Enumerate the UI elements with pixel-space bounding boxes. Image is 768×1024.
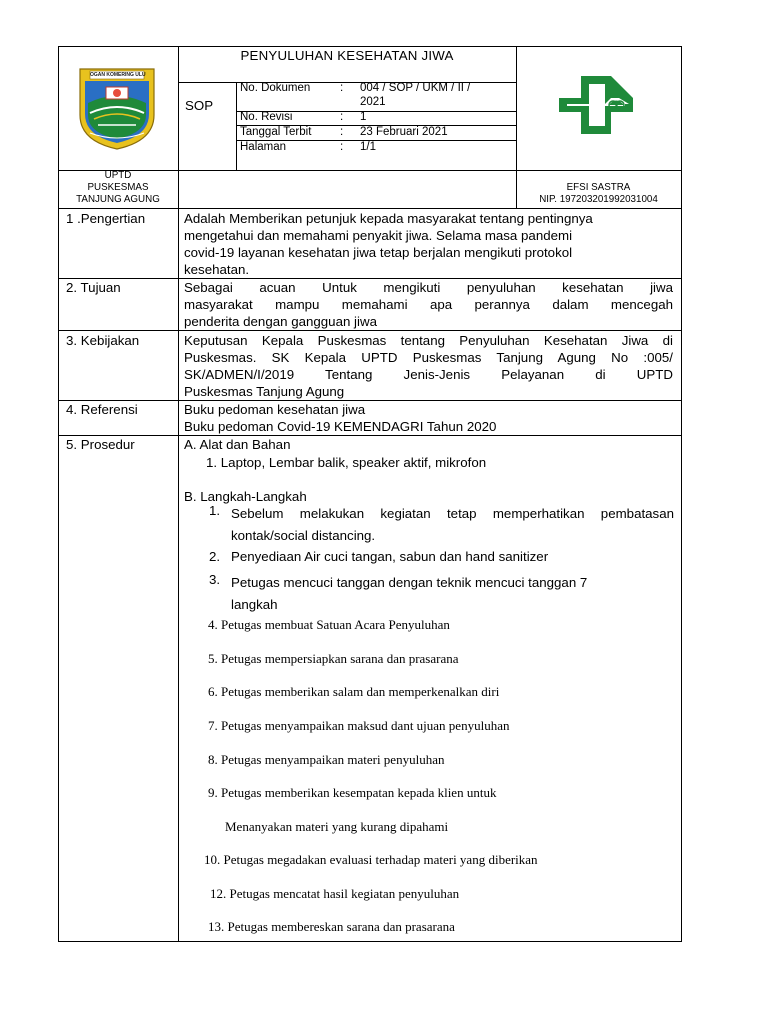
step-item: 4. Petugas membuat Satuan Acara Penyuluhan — [208, 617, 450, 632]
step-line: kontak/social distancing. — [231, 528, 376, 543]
tujuan-line: Sebagai acuan Untuk mengikuti penyuluhan kesehatan jiwa — [184, 280, 673, 295]
step-line: Petugas mencuci tanggan dengan teknik mencuci tanggan 7 — [231, 575, 588, 590]
step-item: 9. Petugas memberikan kesempatan kepada klien untuk — [208, 785, 497, 800]
signer-name: EFSI SASTRA — [566, 182, 631, 193]
referensi-line: Buku pedoman kesehatan jiwa — [184, 402, 366, 417]
kebijakan-line: Puskesmas. SK Kepala UPTD Puskesmas Tanjung Agung No :005/ — [184, 350, 673, 365]
step-line: Penyediaan Air cuci tangan, sabun dan hand sanitizer — [231, 549, 549, 564]
page-value: 1/1 — [360, 141, 376, 153]
step-text — [231, 503, 674, 547]
section-kebijakan-text — [184, 332, 673, 400]
step-line: Sebelum melakukan kegiatan tetap memperhatikan pembatasan — [231, 506, 674, 521]
step-item-continued: Menanyakan materi yang kurang dipahami — [225, 819, 449, 834]
revision-sep: : — [340, 111, 344, 123]
tujuan-line: penderita dengan gangguan jiwa — [184, 314, 377, 329]
org-line-3: TANJUNG AGUNG — [76, 194, 160, 205]
sop-label: SOP — [185, 98, 214, 113]
section-pengertian-label: 1 .Pengertian — [66, 211, 146, 226]
section-prosedur-label: 5. Prosedur — [66, 437, 135, 452]
district-emblem — [76, 63, 158, 151]
prosedur-a-title: A. Alat dan Bahan — [184, 437, 291, 452]
step-item: 13. Petugas membereskan sarana dan prasarana — [208, 919, 455, 934]
pengertian-line: kesehatan. — [184, 262, 250, 277]
step-number: 2. — [209, 549, 221, 564]
section-referensi-label: 4. Referensi — [66, 402, 138, 417]
pengertian-line: mengetahui dan memahami penyakit jiwa. Selama masa pandemi — [184, 228, 573, 243]
prosedur-a-item: 1. Laptop, Lembar balik, speaker aktif, mikrofon — [206, 455, 487, 470]
step-text — [231, 572, 674, 616]
section-pengertian-text — [184, 210, 674, 278]
step-number: 3. — [209, 572, 221, 587]
pengertian-line: Adalah Memberikan petunjuk kepada masyarakat tentang pentingnya — [184, 211, 593, 226]
kebijakan-line: Puskesmas Tanjung Agung — [184, 384, 345, 399]
org-line-2: PUSKESMAS — [87, 182, 149, 193]
puskesmas-logo — [553, 60, 645, 150]
doc-number-label: No. Dokumen — [240, 82, 311, 94]
issue-date-label: Tanggal Terbit — [240, 126, 312, 138]
page-label: Halaman — [240, 141, 287, 153]
step-item: 5. Petugas mempersiapkan sarana dan prasarana — [208, 651, 459, 666]
org-line-1: UPTD — [104, 170, 132, 181]
pengertian-line: covid-19 layanan kesehatan jiwa tetap berjalan mengikuti protokol — [184, 245, 573, 260]
prosedur-b-title: B. Langkah-Langkah — [184, 489, 307, 504]
step-item: 10. Petugas megadakan evaluasi terhadap materi yang diberikan — [204, 852, 538, 867]
issue-date-sep: : — [340, 126, 344, 138]
doc-number-value: 004 / SOP / UKM / II / — [360, 82, 471, 94]
signer-nip: NIP. 197203201992031004 — [539, 194, 658, 205]
referensi-line: Buku pedoman Covid-19 KEMENDAGRI Tahun 2020 — [184, 419, 497, 434]
section-kebijakan-label: 3. Kebijakan — [66, 333, 140, 348]
doc-number-value-year: 2021 — [360, 96, 386, 108]
step-item: 7. Petugas menyampaikan maksud dant ujuan penyuluhan — [208, 718, 510, 733]
section-referensi-text — [184, 401, 673, 435]
document-title: PENYULUHAN KESEHATAN JIWA — [240, 48, 454, 63]
emblem-banner-text: OGAN KOMERING ULU — [90, 72, 146, 78]
step-number: 1. — [209, 503, 221, 518]
step-line: langkah — [231, 597, 278, 612]
page-sep: : — [340, 141, 344, 153]
revision-value: 1 — [360, 111, 367, 123]
step-item: 12. Petugas mencatat hasil kegiatan penyuluhan — [210, 886, 460, 901]
kebijakan-line: SK/ADMEN/I/2019 Tentang Jenis-Jenis Pelayanan di UPTD — [184, 367, 673, 382]
revision-label: No. Revisi — [240, 111, 293, 123]
step-item: 6. Petugas memberikan salam dan memperkenalkan diri — [208, 684, 500, 699]
section-tujuan-label: 2. Tujuan — [66, 280, 121, 295]
step-item: 8. Petugas menyampaikan materi penyuluhan — [208, 752, 445, 767]
issue-date-value: 23 Februari 2021 — [360, 126, 448, 138]
kebijakan-line: Keputusan Kepala Puskesmas tentang Penyuluhan Kesehatan Jiwa di — [184, 333, 673, 348]
tujuan-line: masyarakat mampu memahami apa perannya dalam mencegah — [184, 297, 673, 312]
doc-number-sep: : — [340, 82, 344, 94]
section-tujuan-text — [184, 279, 673, 330]
